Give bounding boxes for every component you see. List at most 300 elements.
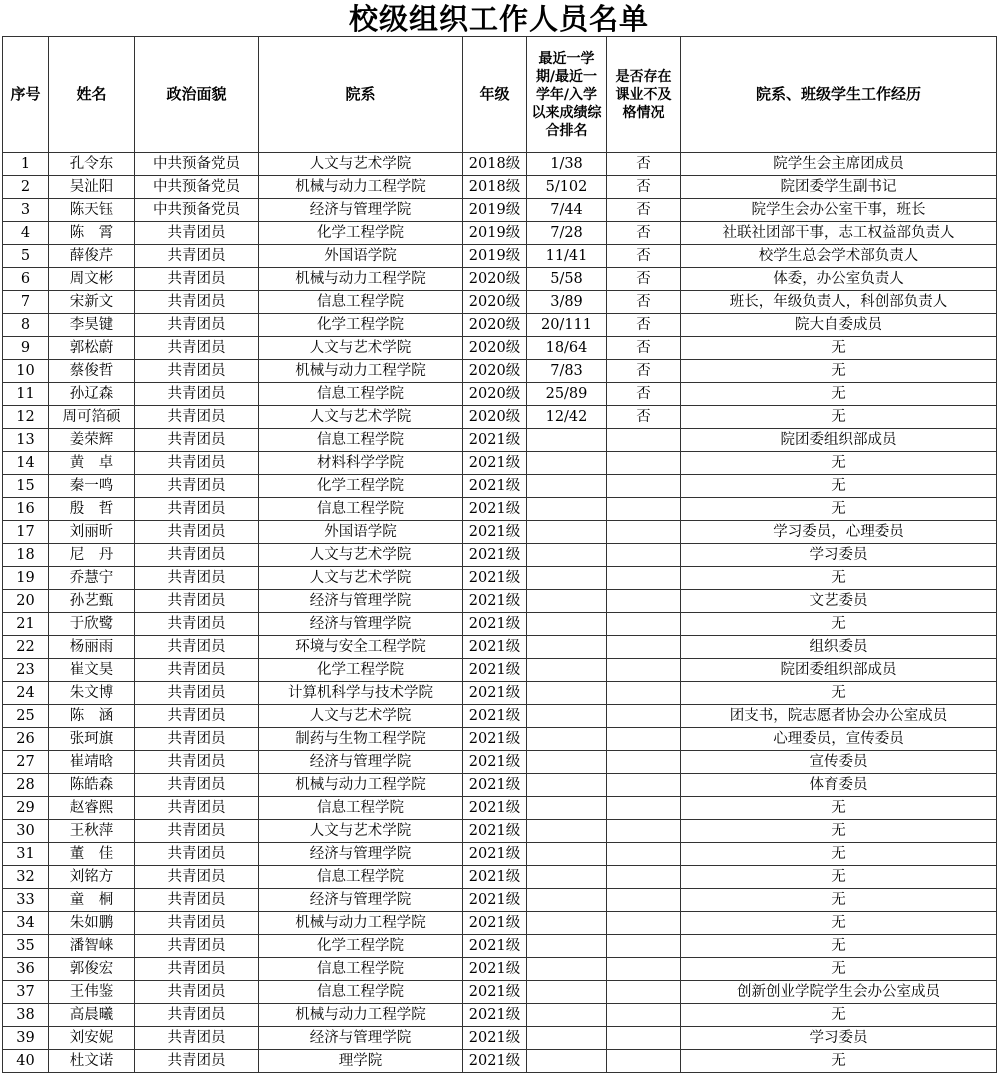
cell-rank[interactable]	[527, 613, 607, 636]
cell-grade[interactable]: 2021级	[463, 751, 527, 774]
cell-college[interactable]: 制药与生物工程学院	[259, 728, 463, 751]
cell-name[interactable]: 孙艺甄	[49, 590, 135, 613]
cell-political[interactable]: 共青团员	[135, 337, 259, 360]
cell-rank[interactable]: 5/102	[527, 176, 607, 199]
cell-no[interactable]: 13	[3, 429, 49, 452]
cell-rank[interactable]	[527, 728, 607, 751]
cell-grade[interactable]: 2021级	[463, 866, 527, 889]
cell-experience[interactable]: 学习委员，心理委员	[681, 521, 997, 544]
cell-college[interactable]: 经济与管理学院	[259, 751, 463, 774]
cell-college[interactable]: 机械与动力工程学院	[259, 1004, 463, 1027]
cell-college[interactable]: 经济与管理学院	[259, 889, 463, 912]
cell-college[interactable]: 环境与安全工程学院	[259, 636, 463, 659]
cell-rank[interactable]: 3/89	[527, 291, 607, 314]
cell-experience[interactable]: 院团委组织部成员	[681, 659, 997, 682]
cell-grade[interactable]: 2021级	[463, 636, 527, 659]
cell-name[interactable]: 董 佳	[49, 843, 135, 866]
cell-fail[interactable]: 否	[607, 222, 681, 245]
cell-grade[interactable]: 2021级	[463, 659, 527, 682]
cell-fail[interactable]	[607, 797, 681, 820]
cell-name[interactable]: 李昊键	[49, 314, 135, 337]
cell-no[interactable]: 40	[3, 1050, 49, 1073]
cell-political[interactable]: 共青团员	[135, 314, 259, 337]
cell-no[interactable]: 35	[3, 935, 49, 958]
cell-no[interactable]: 37	[3, 981, 49, 1004]
cell-fail[interactable]	[607, 544, 681, 567]
cell-college[interactable]: 机械与动力工程学院	[259, 176, 463, 199]
cell-fail[interactable]: 否	[607, 176, 681, 199]
cell-grade[interactable]: 2021级	[463, 452, 527, 475]
cell-college[interactable]: 经济与管理学院	[259, 1027, 463, 1050]
cell-name[interactable]: 潘智崃	[49, 935, 135, 958]
cell-college[interactable]: 人文与艺术学院	[259, 337, 463, 360]
cell-political[interactable]: 共青团员	[135, 567, 259, 590]
cell-college[interactable]: 信息工程学院	[259, 981, 463, 1004]
cell-name[interactable]: 朱如鹏	[49, 912, 135, 935]
cell-no[interactable]: 20	[3, 590, 49, 613]
cell-political[interactable]: 共青团员	[135, 866, 259, 889]
cell-no[interactable]: 10	[3, 360, 49, 383]
cell-political[interactable]: 共青团员	[135, 636, 259, 659]
cell-grade[interactable]: 2020级	[463, 268, 527, 291]
cell-experience[interactable]: 院团委组织部成员	[681, 429, 997, 452]
cell-experience[interactable]: 无	[681, 1004, 997, 1027]
cell-name[interactable]: 崔文昊	[49, 659, 135, 682]
cell-rank[interactable]: 11/41	[527, 245, 607, 268]
cell-grade[interactable]: 2021级	[463, 590, 527, 613]
cell-political[interactable]: 共青团员	[135, 659, 259, 682]
cell-college[interactable]: 外国语学院	[259, 245, 463, 268]
cell-no[interactable]: 30	[3, 820, 49, 843]
cell-experience[interactable]: 文艺委员	[681, 590, 997, 613]
cell-no[interactable]: 7	[3, 291, 49, 314]
cell-grade[interactable]: 2021级	[463, 820, 527, 843]
cell-rank[interactable]: 7/44	[527, 199, 607, 222]
cell-no[interactable]: 25	[3, 705, 49, 728]
cell-no[interactable]: 2	[3, 176, 49, 199]
cell-name[interactable]: 陈 涵	[49, 705, 135, 728]
cell-grade[interactable]: 2021级	[463, 958, 527, 981]
cell-college[interactable]: 外国语学院	[259, 521, 463, 544]
cell-political[interactable]: 共青团员	[135, 843, 259, 866]
cell-experience[interactable]: 无	[681, 1050, 997, 1073]
cell-experience[interactable]: 无	[681, 958, 997, 981]
cell-experience[interactable]: 体育委员	[681, 774, 997, 797]
cell-political[interactable]: 共青团员	[135, 751, 259, 774]
cell-rank[interactable]	[527, 544, 607, 567]
cell-no[interactable]: 23	[3, 659, 49, 682]
cell-rank[interactable]	[527, 843, 607, 866]
cell-political[interactable]: 共青团员	[135, 981, 259, 1004]
cell-fail[interactable]	[607, 1004, 681, 1027]
cell-college[interactable]: 理学院	[259, 1050, 463, 1073]
cell-college[interactable]: 信息工程学院	[259, 866, 463, 889]
cell-grade[interactable]: 2021级	[463, 797, 527, 820]
cell-name[interactable]: 杜文诺	[49, 1050, 135, 1073]
cell-political[interactable]: 共青团员	[135, 268, 259, 291]
cell-experience[interactable]: 无	[681, 360, 997, 383]
cell-name[interactable]: 郭松蔚	[49, 337, 135, 360]
cell-rank[interactable]: 18/64	[527, 337, 607, 360]
cell-grade[interactable]: 2021级	[463, 567, 527, 590]
cell-name[interactable]: 尼 丹	[49, 544, 135, 567]
cell-rank[interactable]	[527, 659, 607, 682]
cell-fail[interactable]	[607, 958, 681, 981]
cell-rank[interactable]	[527, 958, 607, 981]
cell-political[interactable]: 共青团员	[135, 797, 259, 820]
cell-grade[interactable]: 2021级	[463, 981, 527, 1004]
cell-fail[interactable]	[607, 567, 681, 590]
cell-rank[interactable]	[527, 889, 607, 912]
cell-experience[interactable]: 无	[681, 498, 997, 521]
cell-fail[interactable]	[607, 912, 681, 935]
cell-experience[interactable]: 院学生会办公室干事，班长	[681, 199, 997, 222]
cell-grade[interactable]: 2021级	[463, 613, 527, 636]
cell-name[interactable]: 高晨曦	[49, 1004, 135, 1027]
cell-name[interactable]: 孔令东	[49, 153, 135, 176]
cell-political[interactable]: 中共预备党员	[135, 153, 259, 176]
header-no[interactable]: 序号	[3, 37, 49, 153]
cell-fail[interactable]	[607, 659, 681, 682]
cell-college[interactable]: 人文与艺术学院	[259, 544, 463, 567]
cell-name[interactable]: 宋新文	[49, 291, 135, 314]
cell-no[interactable]: 36	[3, 958, 49, 981]
cell-experience[interactable]: 无	[681, 406, 997, 429]
header-grade[interactable]: 年级	[463, 37, 527, 153]
cell-experience[interactable]: 院团委学生副书记	[681, 176, 997, 199]
cell-college[interactable]: 化学工程学院	[259, 935, 463, 958]
cell-fail[interactable]	[607, 475, 681, 498]
cell-rank[interactable]: 1/38	[527, 153, 607, 176]
cell-experience[interactable]: 无	[681, 866, 997, 889]
cell-experience[interactable]: 无	[681, 820, 997, 843]
cell-college[interactable]: 机械与动力工程学院	[259, 912, 463, 935]
cell-college[interactable]: 信息工程学院	[259, 383, 463, 406]
cell-experience[interactable]: 组织委员	[681, 636, 997, 659]
cell-name[interactable]: 殷 哲	[49, 498, 135, 521]
cell-political[interactable]: 共青团员	[135, 1050, 259, 1073]
cell-fail[interactable]	[607, 751, 681, 774]
cell-political[interactable]: 共青团员	[135, 452, 259, 475]
cell-experience[interactable]: 社联社团部干事，志工权益部负责人	[681, 222, 997, 245]
cell-rank[interactable]	[527, 475, 607, 498]
cell-fail[interactable]	[607, 866, 681, 889]
cell-name[interactable]: 杨丽雨	[49, 636, 135, 659]
cell-rank[interactable]: 7/28	[527, 222, 607, 245]
cell-fail[interactable]	[607, 452, 681, 475]
cell-political[interactable]: 共青团员	[135, 1004, 259, 1027]
cell-political[interactable]: 中共预备党员	[135, 199, 259, 222]
cell-rank[interactable]	[527, 590, 607, 613]
cell-no[interactable]: 6	[3, 268, 49, 291]
cell-no[interactable]: 16	[3, 498, 49, 521]
cell-grade[interactable]: 2021级	[463, 1027, 527, 1050]
cell-grade[interactable]: 2021级	[463, 1050, 527, 1073]
cell-grade[interactable]: 2021级	[463, 475, 527, 498]
cell-college[interactable]: 化学工程学院	[259, 314, 463, 337]
cell-rank[interactable]	[527, 774, 607, 797]
cell-college[interactable]: 经济与管理学院	[259, 590, 463, 613]
cell-grade[interactable]: 2020级	[463, 406, 527, 429]
cell-rank[interactable]: 25/89	[527, 383, 607, 406]
cell-fail[interactable]: 否	[607, 153, 681, 176]
cell-no[interactable]: 39	[3, 1027, 49, 1050]
cell-fail[interactable]: 否	[607, 268, 681, 291]
cell-rank[interactable]: 7/83	[527, 360, 607, 383]
cell-experience[interactable]: 无	[681, 935, 997, 958]
cell-no[interactable]: 5	[3, 245, 49, 268]
cell-name[interactable]: 刘丽昕	[49, 521, 135, 544]
cell-fail[interactable]	[607, 498, 681, 521]
cell-rank[interactable]	[527, 1027, 607, 1050]
cell-rank[interactable]	[527, 935, 607, 958]
cell-grade[interactable]: 2021级	[463, 728, 527, 751]
cell-political[interactable]: 共青团员	[135, 590, 259, 613]
cell-experience[interactable]: 无	[681, 452, 997, 475]
cell-college[interactable]: 信息工程学院	[259, 498, 463, 521]
cell-no[interactable]: 8	[3, 314, 49, 337]
cell-experience[interactable]: 无	[681, 682, 997, 705]
cell-fail[interactable]	[607, 1050, 681, 1073]
cell-political[interactable]: 共青团员	[135, 475, 259, 498]
cell-grade[interactable]: 2021级	[463, 912, 527, 935]
header-college[interactable]: 院系	[259, 37, 463, 153]
cell-experience[interactable]: 院学生会主席团成员	[681, 153, 997, 176]
header-political[interactable]: 政治面貌	[135, 37, 259, 153]
cell-rank[interactable]	[527, 797, 607, 820]
header-fail[interactable]: 是否存在课业不及格情况	[607, 37, 681, 153]
cell-experience[interactable]: 心理委员，宣传委员	[681, 728, 997, 751]
cell-experience[interactable]: 班长，年级负责人，科创部负责人	[681, 291, 997, 314]
cell-no[interactable]: 18	[3, 544, 49, 567]
cell-college[interactable]: 经济与管理学院	[259, 613, 463, 636]
cell-name[interactable]: 吴沚阳	[49, 176, 135, 199]
cell-college[interactable]: 人文与艺术学院	[259, 705, 463, 728]
cell-political[interactable]: 共青团员	[135, 705, 259, 728]
cell-rank[interactable]	[527, 636, 607, 659]
cell-name[interactable]: 朱文博	[49, 682, 135, 705]
cell-fail[interactable]	[607, 1027, 681, 1050]
cell-experience[interactable]: 体委，办公室负责人	[681, 268, 997, 291]
cell-rank[interactable]	[527, 866, 607, 889]
cell-grade[interactable]: 2019级	[463, 199, 527, 222]
cell-fail[interactable]	[607, 935, 681, 958]
cell-experience[interactable]: 无	[681, 843, 997, 866]
cell-no[interactable]: 11	[3, 383, 49, 406]
cell-name[interactable]: 周可箔硕	[49, 406, 135, 429]
cell-no[interactable]: 14	[3, 452, 49, 475]
cell-experience[interactable]: 院大自委成员	[681, 314, 997, 337]
cell-no[interactable]: 26	[3, 728, 49, 751]
cell-fail[interactable]	[607, 682, 681, 705]
cell-name[interactable]: 陈皓森	[49, 774, 135, 797]
cell-no[interactable]: 22	[3, 636, 49, 659]
cell-experience[interactable]: 无	[681, 912, 997, 935]
cell-college[interactable]: 信息工程学院	[259, 291, 463, 314]
cell-name[interactable]: 刘铭方	[49, 866, 135, 889]
cell-grade[interactable]: 2021级	[463, 682, 527, 705]
cell-college[interactable]: 化学工程学院	[259, 475, 463, 498]
cell-college[interactable]: 机械与动力工程学院	[259, 774, 463, 797]
cell-experience[interactable]: 无	[681, 383, 997, 406]
cell-college[interactable]: 经济与管理学院	[259, 843, 463, 866]
cell-grade[interactable]: 2021级	[463, 889, 527, 912]
cell-rank[interactable]	[527, 1004, 607, 1027]
cell-fail[interactable]: 否	[607, 360, 681, 383]
cell-rank[interactable]	[527, 521, 607, 544]
cell-college[interactable]: 机械与动力工程学院	[259, 360, 463, 383]
cell-rank[interactable]	[527, 1050, 607, 1073]
cell-grade[interactable]: 2021级	[463, 521, 527, 544]
cell-political[interactable]: 共青团员	[135, 613, 259, 636]
cell-political[interactable]: 共青团员	[135, 912, 259, 935]
cell-experience[interactable]: 团支书，院志愿者协会办公室成员	[681, 705, 997, 728]
cell-political[interactable]: 共青团员	[135, 935, 259, 958]
cell-grade[interactable]: 2021级	[463, 498, 527, 521]
cell-name[interactable]: 童 桐	[49, 889, 135, 912]
cell-grade[interactable]: 2020级	[463, 383, 527, 406]
cell-no[interactable]: 19	[3, 567, 49, 590]
cell-fail[interactable]: 否	[607, 337, 681, 360]
cell-fail[interactable]: 否	[607, 383, 681, 406]
cell-grade[interactable]: 2018级	[463, 153, 527, 176]
cell-grade[interactable]: 2021级	[463, 429, 527, 452]
cell-name[interactable]: 赵睿熙	[49, 797, 135, 820]
cell-college[interactable]: 机械与动力工程学院	[259, 268, 463, 291]
cell-political[interactable]: 共青团员	[135, 383, 259, 406]
cell-fail[interactable]: 否	[607, 406, 681, 429]
cell-grade[interactable]: 2019级	[463, 222, 527, 245]
cell-rank[interactable]	[527, 751, 607, 774]
cell-experience[interactable]: 无	[681, 567, 997, 590]
cell-name[interactable]: 乔慧宁	[49, 567, 135, 590]
cell-political[interactable]: 共青团员	[135, 406, 259, 429]
cell-college[interactable]: 信息工程学院	[259, 958, 463, 981]
cell-no[interactable]: 29	[3, 797, 49, 820]
cell-name[interactable]: 孙辽森	[49, 383, 135, 406]
cell-name[interactable]: 姜荣辉	[49, 429, 135, 452]
cell-grade[interactable]: 2020级	[463, 360, 527, 383]
cell-name[interactable]: 黄 卓	[49, 452, 135, 475]
cell-experience[interactable]: 无	[681, 797, 997, 820]
cell-college[interactable]: 信息工程学院	[259, 797, 463, 820]
cell-no[interactable]: 24	[3, 682, 49, 705]
cell-political[interactable]: 共青团员	[135, 222, 259, 245]
cell-political[interactable]: 共青团员	[135, 291, 259, 314]
cell-grade[interactable]: 2020级	[463, 337, 527, 360]
cell-political[interactable]: 共青团员	[135, 429, 259, 452]
cell-fail[interactable]	[607, 613, 681, 636]
cell-fail[interactable]: 否	[607, 199, 681, 222]
cell-no[interactable]: 21	[3, 613, 49, 636]
cell-no[interactable]: 1	[3, 153, 49, 176]
cell-grade[interactable]: 2019级	[463, 245, 527, 268]
cell-political[interactable]: 共青团员	[135, 889, 259, 912]
cell-name[interactable]: 于欣鹭	[49, 613, 135, 636]
cell-fail[interactable]	[607, 774, 681, 797]
cell-political[interactable]: 共青团员	[135, 245, 259, 268]
cell-grade[interactable]: 2021级	[463, 1004, 527, 1027]
cell-experience[interactable]: 无	[681, 475, 997, 498]
cell-no[interactable]: 4	[3, 222, 49, 245]
cell-fail[interactable]	[607, 429, 681, 452]
cell-rank[interactable]	[527, 912, 607, 935]
cell-rank[interactable]	[527, 682, 607, 705]
cell-college[interactable]: 化学工程学院	[259, 659, 463, 682]
cell-no[interactable]: 34	[3, 912, 49, 935]
cell-grade[interactable]: 2021级	[463, 705, 527, 728]
cell-name[interactable]: 蔡俊哲	[49, 360, 135, 383]
cell-name[interactable]: 崔靖晗	[49, 751, 135, 774]
cell-fail[interactable]: 否	[607, 291, 681, 314]
cell-college[interactable]: 信息工程学院	[259, 429, 463, 452]
cell-college[interactable]: 计算机科学与技术学院	[259, 682, 463, 705]
cell-grade[interactable]: 2018级	[463, 176, 527, 199]
cell-grade[interactable]: 2021级	[463, 544, 527, 567]
cell-fail[interactable]: 否	[607, 314, 681, 337]
cell-name[interactable]: 陈 霄	[49, 222, 135, 245]
cell-name[interactable]: 王伟鉴	[49, 981, 135, 1004]
cell-no[interactable]: 12	[3, 406, 49, 429]
cell-college[interactable]: 经济与管理学院	[259, 199, 463, 222]
cell-political[interactable]: 共青团员	[135, 1027, 259, 1050]
cell-grade[interactable]: 2021级	[463, 774, 527, 797]
header-rank[interactable]: 最近一学期/最近一学年/入学以来成绩综合排名	[527, 37, 607, 153]
cell-fail[interactable]	[607, 590, 681, 613]
cell-rank[interactable]	[527, 705, 607, 728]
cell-fail[interactable]	[607, 728, 681, 751]
cell-experience[interactable]: 无	[681, 613, 997, 636]
cell-experience[interactable]: 无	[681, 337, 997, 360]
cell-fail[interactable]	[607, 820, 681, 843]
cell-name[interactable]: 张珂旗	[49, 728, 135, 751]
cell-rank[interactable]: 12/42	[527, 406, 607, 429]
cell-political[interactable]: 共青团员	[135, 958, 259, 981]
cell-rank[interactable]	[527, 452, 607, 475]
cell-no[interactable]: 31	[3, 843, 49, 866]
cell-rank[interactable]	[527, 498, 607, 521]
cell-political[interactable]: 共青团员	[135, 521, 259, 544]
cell-rank[interactable]	[527, 567, 607, 590]
cell-college[interactable]: 人文与艺术学院	[259, 153, 463, 176]
cell-political[interactable]: 共青团员	[135, 544, 259, 567]
cell-political[interactable]: 共青团员	[135, 728, 259, 751]
cell-political[interactable]: 共青团员	[135, 774, 259, 797]
cell-political[interactable]: 共青团员	[135, 682, 259, 705]
cell-college[interactable]: 化学工程学院	[259, 222, 463, 245]
cell-experience[interactable]: 学习委员	[681, 544, 997, 567]
cell-no[interactable]: 17	[3, 521, 49, 544]
cell-name[interactable]: 秦一鸣	[49, 475, 135, 498]
cell-no[interactable]: 32	[3, 866, 49, 889]
cell-name[interactable]: 刘安妮	[49, 1027, 135, 1050]
cell-no[interactable]: 15	[3, 475, 49, 498]
cell-rank[interactable]	[527, 981, 607, 1004]
cell-fail[interactable]	[607, 843, 681, 866]
cell-fail[interactable]	[607, 705, 681, 728]
cell-rank[interactable]: 20/111	[527, 314, 607, 337]
cell-fail[interactable]: 否	[607, 245, 681, 268]
cell-experience[interactable]: 宣传委员	[681, 751, 997, 774]
cell-political[interactable]: 共青团员	[135, 498, 259, 521]
cell-experience[interactable]: 校学生总会学术部负责人	[681, 245, 997, 268]
cell-college[interactable]: 人文与艺术学院	[259, 567, 463, 590]
cell-college[interactable]: 人文与艺术学院	[259, 406, 463, 429]
cell-name[interactable]: 王秋萍	[49, 820, 135, 843]
cell-name[interactable]: 陈天钰	[49, 199, 135, 222]
cell-no[interactable]: 3	[3, 199, 49, 222]
cell-college[interactable]: 人文与艺术学院	[259, 820, 463, 843]
